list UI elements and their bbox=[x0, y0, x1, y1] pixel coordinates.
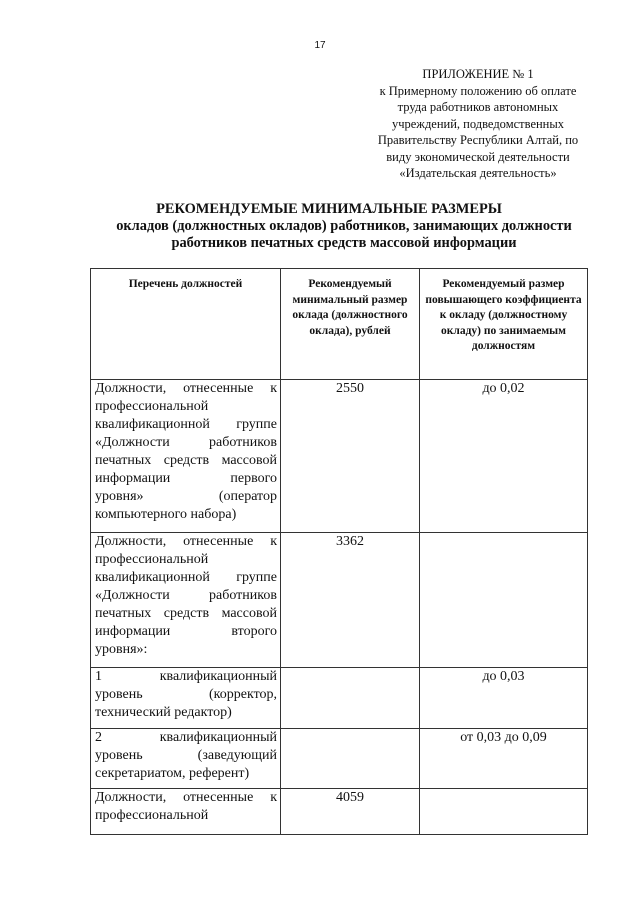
coefficient-cell bbox=[420, 789, 588, 835]
table-row bbox=[91, 789, 588, 835]
position-cell bbox=[91, 789, 281, 835]
position-line: технический редактор) bbox=[95, 705, 232, 720]
coefficient-cell: от 0,03 до 0,09 bbox=[420, 729, 588, 789]
position-line: Должности, отнесенные к bbox=[95, 381, 277, 396]
header-coefficient: Рекомендуемый размер повышающего коэффициента к окладу (должностному окладу) по занимаемым должностям bbox=[420, 269, 588, 380]
appendix-note bbox=[360, 66, 596, 182]
table-row bbox=[91, 533, 588, 668]
position-line: Должности, отнесенные к bbox=[95, 790, 277, 805]
position-line: уровень (корректор, bbox=[95, 687, 277, 702]
table-row bbox=[91, 380, 588, 533]
position-line: профессиональной bbox=[95, 399, 209, 414]
position-line: уровень (заведующий bbox=[95, 748, 277, 763]
position-line: печатных средств массовой bbox=[95, 606, 277, 621]
position-line: информации второго bbox=[95, 624, 277, 639]
salary-cell bbox=[281, 729, 420, 789]
salary-table bbox=[90, 268, 588, 835]
appendix-line: Правительству Республики Алтай, по bbox=[377, 133, 579, 147]
appendix-line: «Издательская деятельность» bbox=[399, 166, 557, 180]
salary-cell: 3362 bbox=[281, 533, 420, 668]
position-cell bbox=[91, 533, 281, 668]
header-salary: Рекомендуемый минимальный размер оклада (должностного оклада), рублей bbox=[281, 269, 420, 380]
position-cell bbox=[91, 729, 281, 789]
document-title bbox=[96, 201, 592, 252]
salary-cell bbox=[281, 668, 420, 729]
position-line: квалификационной группе bbox=[95, 570, 277, 585]
title-line: РЕКОМЕНДУЕМЫЕ МИНИМАЛЬНЫЕ РАЗМЕРЫ bbox=[156, 201, 502, 217]
position-cell bbox=[91, 380, 281, 533]
table-row bbox=[91, 668, 588, 729]
table-row bbox=[91, 729, 588, 789]
position-line: уровня»: bbox=[95, 642, 148, 657]
appendix-line: к Примерному положению об оплате bbox=[379, 83, 577, 98]
salary-cell: 4059 bbox=[281, 789, 420, 835]
page-number: 17 bbox=[314, 40, 326, 51]
position-line: Должности, отнесенные к bbox=[95, 534, 277, 549]
header-positions: Перечень должностей bbox=[91, 269, 281, 380]
coefficient-cell bbox=[420, 533, 588, 668]
appendix-line: виду экономической деятельности bbox=[386, 149, 570, 164]
position-line: секретариатом, референт) bbox=[95, 766, 250, 781]
coefficient-cell: до 0,02 bbox=[420, 380, 588, 533]
position-line: уровня» (оператор bbox=[95, 489, 277, 504]
position-line: 1 квалификационный bbox=[95, 669, 277, 684]
title-line: окладов (должностных окладов) работников, занимающих должности bbox=[116, 218, 572, 234]
position-line: квалификационной группе bbox=[95, 417, 277, 432]
table-header-row bbox=[91, 269, 588, 380]
position-line: информации первого bbox=[95, 471, 277, 486]
title-line: работников печатных средств массовой информации bbox=[171, 235, 517, 251]
salary-cell: 2550 bbox=[281, 380, 420, 533]
position-line: «Должности работников bbox=[95, 435, 277, 450]
coefficient-cell: до 0,03 bbox=[420, 668, 588, 729]
position-line: профессиональной bbox=[95, 552, 209, 567]
position-line: печатных средств массовой bbox=[95, 453, 277, 468]
position-line: 2 квалификационный bbox=[95, 730, 277, 745]
appendix-line: учреждений, подведомственных bbox=[391, 116, 565, 131]
position-line: профессиональной bbox=[95, 808, 209, 823]
position-cell bbox=[91, 668, 281, 729]
appendix-line: труда работников автономных bbox=[397, 100, 559, 114]
position-line: компьютерного набора) bbox=[95, 507, 237, 522]
appendix-line: ПРИЛОЖЕНИЕ № 1 bbox=[422, 67, 534, 81]
position-line: «Должности работников bbox=[95, 588, 277, 603]
